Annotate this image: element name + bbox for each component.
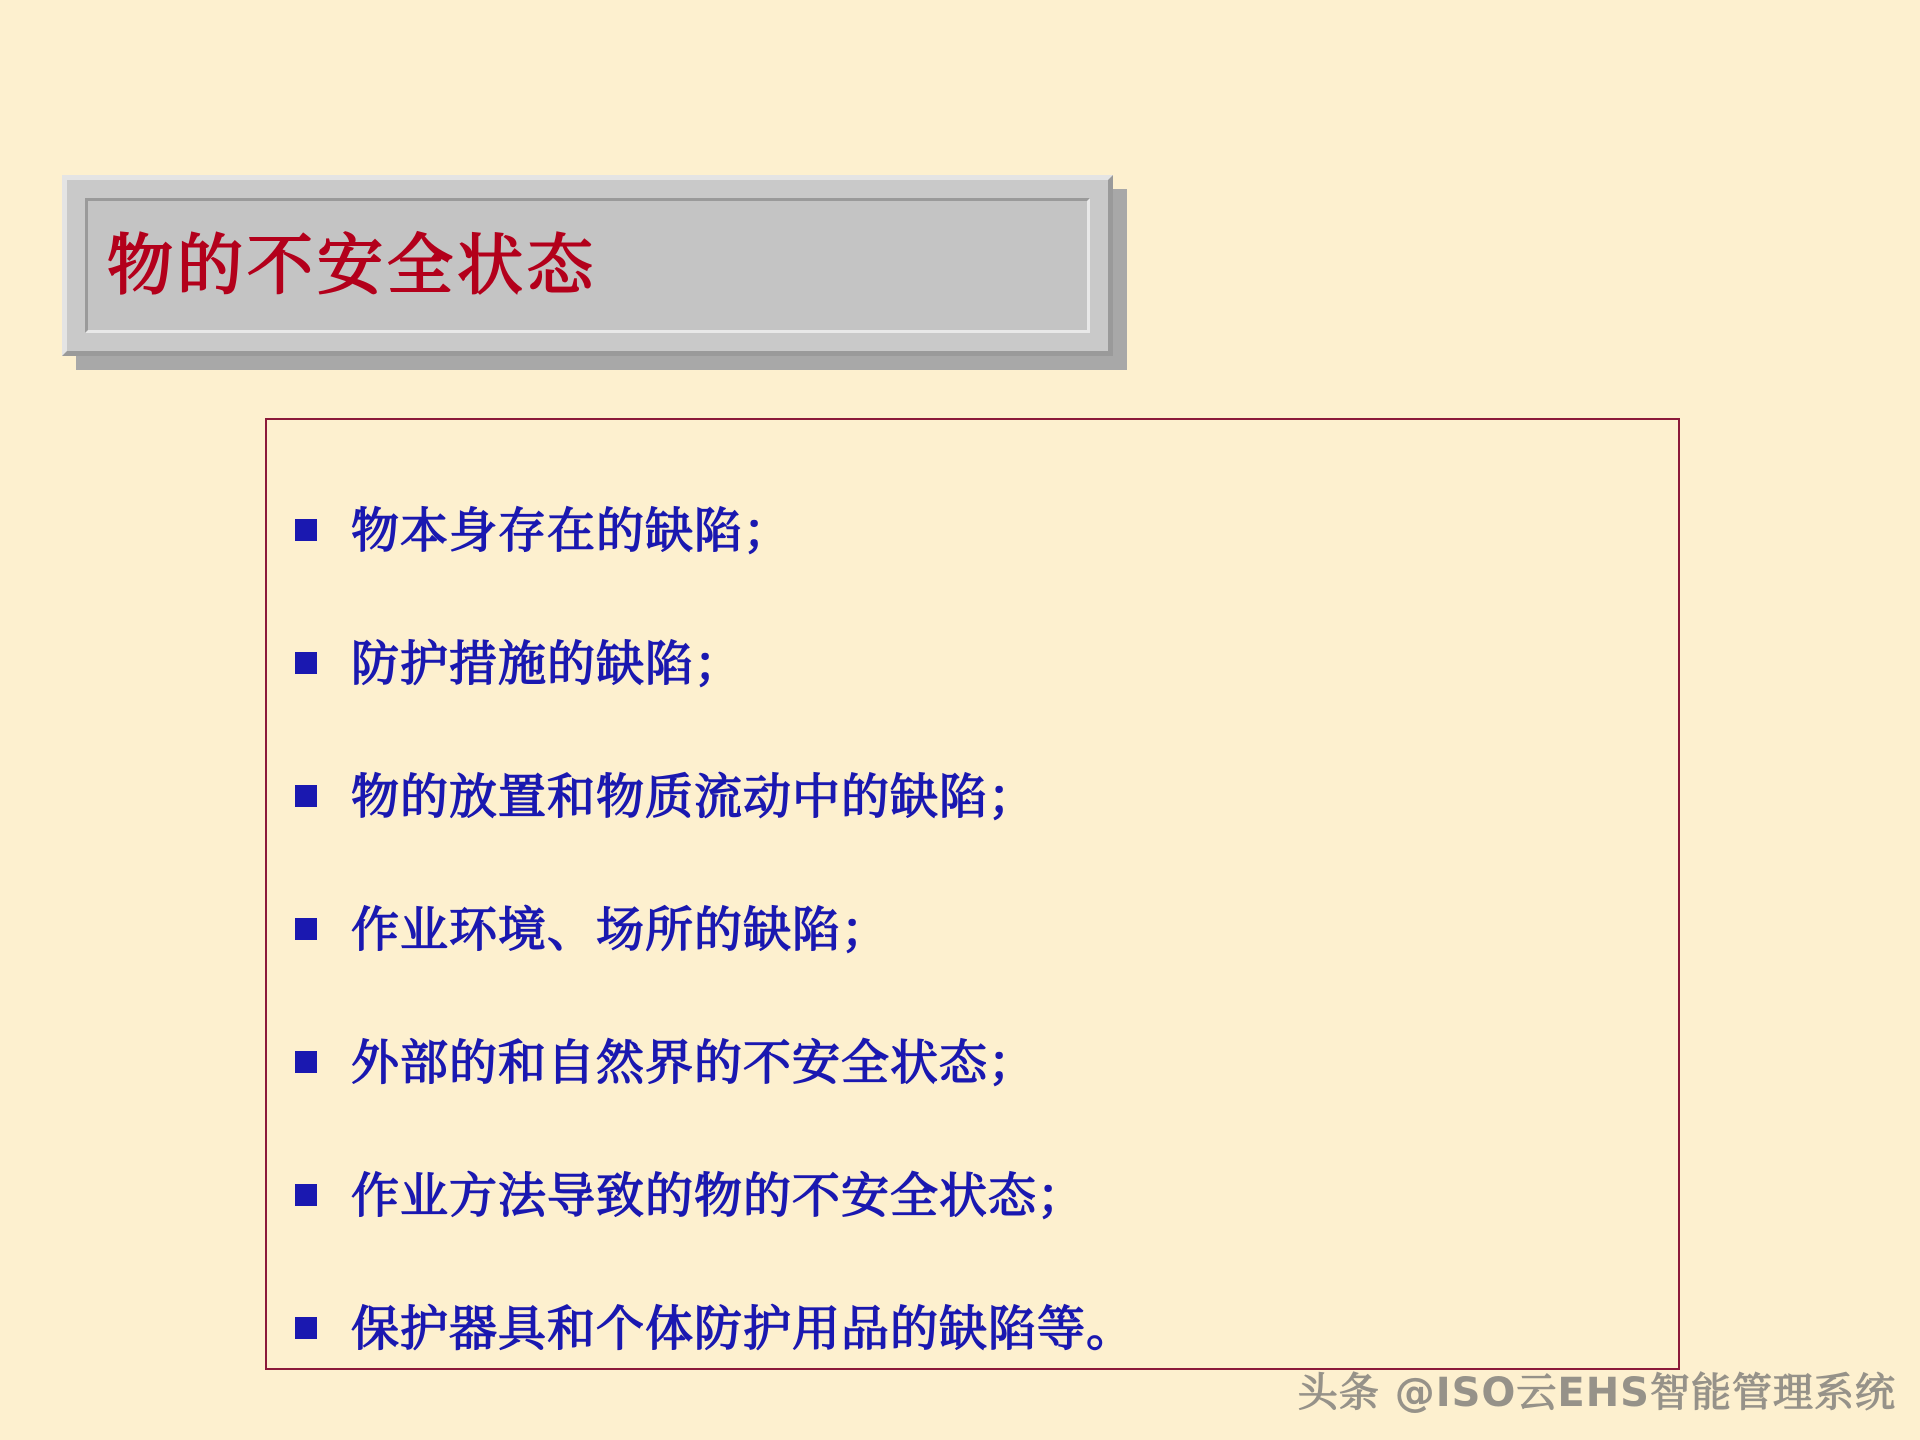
square-bullet-icon: [295, 519, 317, 541]
list-item: [295, 726, 1678, 859]
square-bullet-icon: [295, 652, 317, 674]
slide-title-plaque: [62, 175, 1127, 370]
list-item-label: 外部的和自然界的不安全状态；: [351, 1035, 1038, 1091]
list-item: [295, 460, 1678, 593]
list-item: [295, 593, 1678, 726]
watermark-text: 头条 @ISO云EHS智能管理系统: [1297, 1370, 1896, 1416]
list-item: [295, 992, 1678, 1125]
list-item-label: 保护器具和个体防护用品的缺陷等。: [351, 1301, 1136, 1357]
square-bullet-icon: [295, 785, 317, 807]
page-title: 物的不安全状态: [107, 226, 597, 304]
bullet-list: [267, 460, 1678, 1391]
title-plaque-frame: [62, 175, 1113, 356]
list-item: [295, 859, 1678, 992]
list-item: [295, 1125, 1678, 1258]
list-item-label: 作业方法导致的物的不安全状态；: [351, 1168, 1087, 1224]
content-panel: [265, 418, 1680, 1370]
square-bullet-icon: [295, 1051, 317, 1073]
list-item-label: 物的放置和物质流动中的缺陷；: [351, 769, 1038, 825]
list-item-label: 作业环境、场所的缺陷；: [351, 902, 891, 958]
list-item-label: 防护措施的缺陷；: [351, 636, 744, 692]
list-item-label: 物本身存在的缺陷；: [351, 503, 793, 559]
square-bullet-icon: [295, 1184, 317, 1206]
square-bullet-icon: [295, 1317, 317, 1339]
square-bullet-icon: [295, 918, 317, 940]
